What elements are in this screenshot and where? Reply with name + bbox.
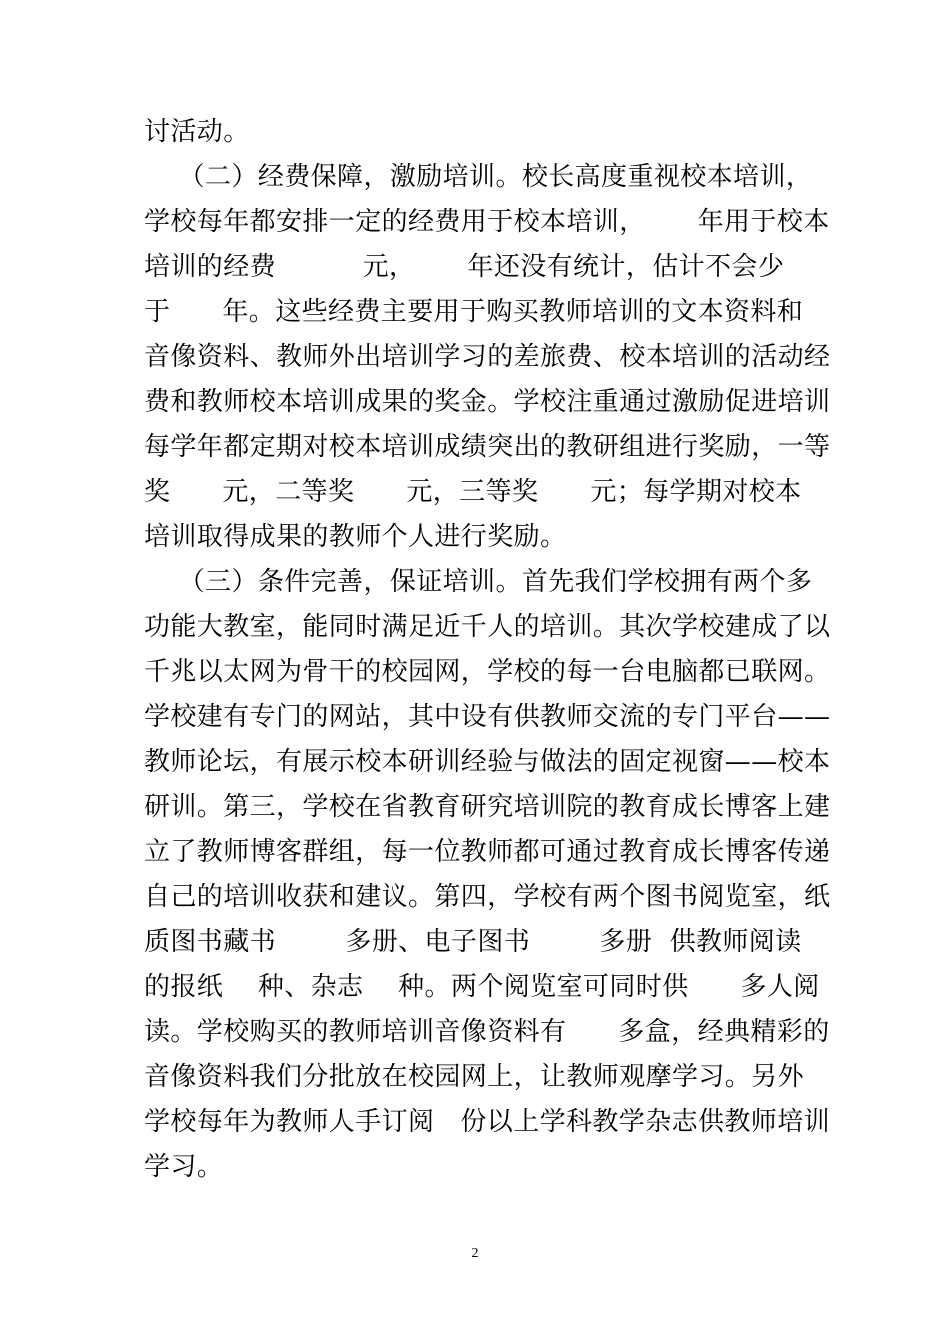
text-line: 的报纸 种、杂志 种。两个阅览室可同时供 多人阅 xyxy=(144,972,820,1002)
text-line: 研训。第三，学校在省教育研究培训院的教育成长博客上建 xyxy=(144,792,831,822)
text-line: 每学年都定期对校本培训成绩突出的教研组进行奖励，一等 xyxy=(144,432,831,462)
text-line: 功能大教室，能同时满足近千人的培训。其次学校建成了以 xyxy=(144,612,831,642)
text-line: 费和教师校本培训成果的奖金。学校注重通过激励促进培训 xyxy=(144,387,831,417)
text-line: 质图书藏书 多册、电子图书 多册 供教师阅读 xyxy=(144,927,802,957)
text-line: 音像资料、教师外出培训学习的差旅费、校本培训的活动经 xyxy=(144,342,831,372)
text-line: 学校建有专门的网站，其中设有供教师交流的专门平台—— xyxy=(144,702,831,732)
text-line: 培训的经费 元， 年还没有统计，估计不会少 xyxy=(144,252,785,282)
text-line: （三）条件完善，保证培训。首先我们学校拥有两个多 xyxy=(144,567,813,597)
text-line: 千兆以太网为骨干的校园网，学校的每一台电脑都已联网。 xyxy=(144,657,831,687)
text-line: 学校每年为教师人手订阅 份以上学科教学杂志供教师培训 xyxy=(144,1107,830,1137)
text-line: 读。学校购买的教师培训音像资料有 多盒，经典精彩的 xyxy=(144,1017,830,1047)
text-line: 教师论坛，有展示校本研训经验与做法的固定视窗——校本 xyxy=(144,747,831,777)
page-number: 2 xyxy=(471,1246,479,1261)
text-line: 自己的培训收获和建议。第四，学校有两个图书阅览室，纸 xyxy=(144,882,831,912)
text-line: 立了教师博客群组，每一位教师都可通过教育成长博客传递 xyxy=(144,837,831,867)
text-line: （二）经费保障，激励培训。校长高度重视校本培训， xyxy=(144,162,813,192)
text-line: 培训取得成果的教师个人进行奖励。 xyxy=(144,522,567,552)
text-line: 学校每年都安排一定的经费用于校本培训， 年用于校本 xyxy=(144,207,830,237)
text-line: 学习。 xyxy=(144,1152,224,1182)
text-line: 讨活动。 xyxy=(144,117,250,147)
text-line: 音像资料我们分批放在校园网上，让教师观摩学习。另外 xyxy=(144,1062,805,1092)
text-line: 于 年。这些经费主要用于购买教师培训的文本资料和 xyxy=(144,297,804,327)
text-line: 奖 元，二等奖 元，三等奖 元；每学期对校本 xyxy=(144,477,802,507)
